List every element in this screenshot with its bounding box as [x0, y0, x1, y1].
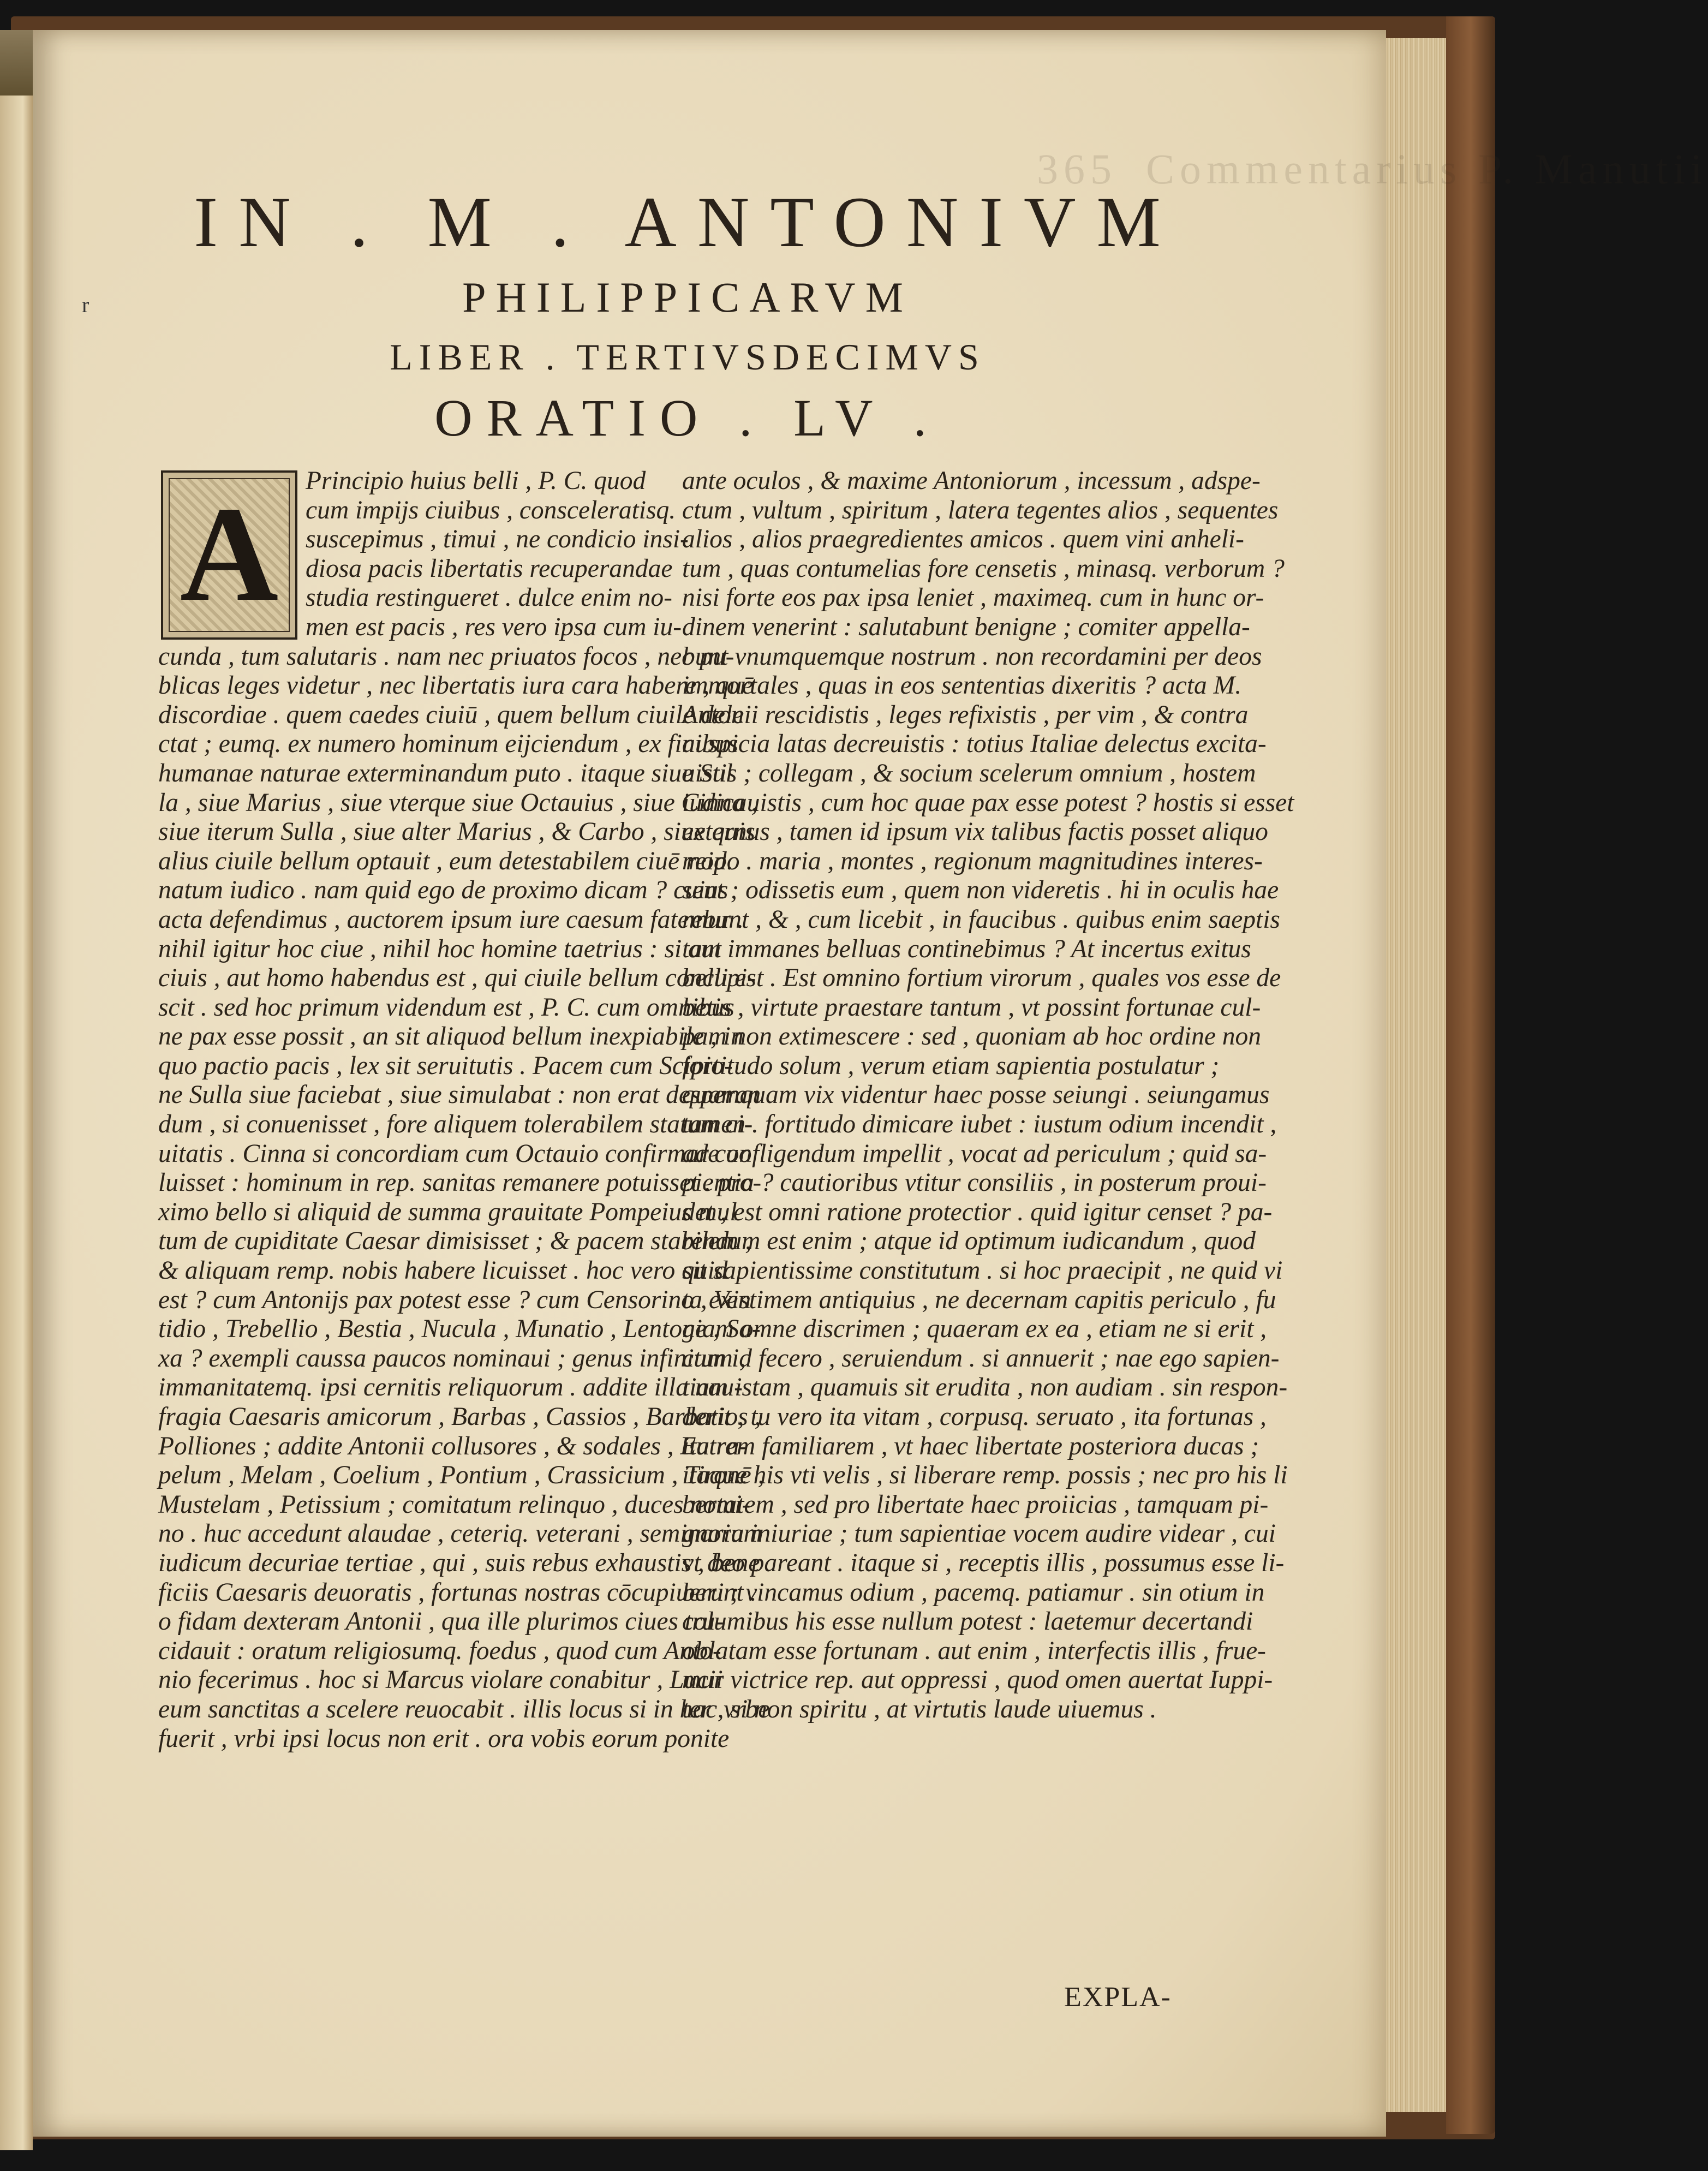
text-line: scit . sed hoc primum videndum est , P. C. cum omnibus — [158, 993, 734, 1022]
text-line: diosa pacis libertatis recuperandae — [306, 554, 673, 583]
text-line: tam immanes belluas continebimus ? At incertus exitus — [682, 934, 1251, 963]
text-line: nisi forte eos pax ipsa leniet , maximeq. cum in hunc or- — [682, 583, 1264, 612]
text-line: rendum est enim ; atque id optimum iudicandum , quod — [682, 1227, 1256, 1256]
title-line-3: LIBER . TERTIVSDECIMVS — [390, 336, 986, 378]
text-line: tidio , Trebellio , Bestia , Nucula , Munatio , Lentone , Sa- — [158, 1315, 761, 1344]
text-line: belli est . Est omnino fortium virorum , quales vos esse de — [682, 964, 1281, 993]
text-line: det , est omni ratione protectior . quid igitur censet ? pa- — [682, 1197, 1273, 1226]
text-line: alios , alios praegredientes amicos . quem vini anheli- — [682, 525, 1244, 554]
text-line: ne pax esse possit , an sit aliquod bellum inexpiabile , in — [158, 1022, 744, 1051]
text-line: eum sanctitas a scelere reuocabit . illis locus si in hac vrbe — [158, 1695, 770, 1723]
bleed-through-number: 365 — [1037, 145, 1117, 193]
text-line: dinem venerint : salutabunt benigne ; comiter appella- — [682, 612, 1250, 641]
text-line: siue iterum Sulla , siue alter Marius , & Carbo , siue quis — [158, 818, 755, 846]
text-line: tiam istam , quamuis sit erudita , non audiam . sin respon- — [682, 1373, 1288, 1402]
text-line: dum , si conuenisset , fore aliquem tolerabilem statum ci- — [158, 1110, 753, 1139]
text-line: ctum , vultum , spiritum , latera tegentes alios , sequentes — [682, 496, 1279, 524]
text-line: ita rem familiarem , vt haec libertate posteriora ducas ; — [682, 1432, 1259, 1460]
left-page-edge — [0, 44, 33, 2150]
text-line: columibus his esse nullum potest : laetemur decertandi — [682, 1607, 1253, 1636]
text-line: oblatam esse fortunam . aut enim , interfectis illis , frue- — [682, 1636, 1266, 1665]
text-line: cidauit : oratum religiosumq. foedus , quod cum Anto- — [158, 1636, 721, 1665]
text-line: bertatem , sed pro libertate haec proiicias , tamquam pi- — [682, 1490, 1269, 1519]
text-line: pam non extimescere : sed , quoniam ab hoc ordine non — [682, 1022, 1262, 1051]
text-line: sit sapientissime constitutum . si hoc praecipit , ne quid vi — [682, 1256, 1283, 1285]
text-line: Mustelam , Petissium ; comitatum relinquo , duces nomi- — [158, 1490, 751, 1519]
text-line: acta defendimus , auctorem ipsum iure caesum fatemur . — [158, 905, 744, 934]
text-line: cum impijs ciuibus , consceleratisq. — [306, 496, 676, 524]
text-line: alius ciuile bellum optauit , eum detestabilem ciuē reip. — [158, 846, 733, 875]
text-line: tum de cupiditate Caesar dimisisset ; & pacem stabilem , — [158, 1227, 752, 1256]
book-spine-edge — [1446, 16, 1495, 2134]
text-line: ad confligendum impellit , vocat ad periculum ; quid sa- — [682, 1139, 1267, 1168]
text-line: nio fecerimus . hoc si Marcus violare conabitur , Lucii — [158, 1666, 723, 1695]
text-line: ctat ; eumq. ex numero hominum eijciendum , ex finibus — [158, 730, 738, 759]
text-line: mur victrice rep. aut oppressi , quod omen auertat Iuppi- — [682, 1666, 1273, 1695]
text-line: est ? cum Antonijs pax potest esse ? cum Censorino , Ven — [158, 1285, 751, 1314]
text-line: giam omne discrimen ; quaeram ex ea , etiam ne si erit , — [682, 1315, 1267, 1344]
catchword: EXPLA- — [1064, 1982, 1172, 2013]
text-line: iudicauistis , cum hoc quae pax esse potest ? hostis si esset — [682, 788, 1294, 817]
text-line: derit , tu vero ita vitam , corpusq. seruato , ita fortunas , — [682, 1403, 1267, 1431]
text-line: iudicum decuriae tertiae , qui , suis rebus exhaustis , bene — [158, 1548, 760, 1577]
text-line: immanitatemq. ipsi cernitis reliquorum . addite illa nau- — [158, 1373, 743, 1402]
text-line: Polliones ; addite Antonii collusores , & sodales , Eutra- — [158, 1432, 748, 1460]
text-line: no . huc accedunt alaudae , ceteriq. veterani , seminarium — [158, 1519, 762, 1548]
title-line-1: IN . M . ANTONIVM — [194, 182, 1181, 262]
text-line: gnora iniuriae ; tum sapientiae vocem audire videar , cui — [682, 1519, 1276, 1548]
text-line: Antonii rescidistis , leges refixistis , per vim , & contra — [682, 700, 1249, 729]
text-line: ta existimem antiquius , ne decernam capitis periculo , fu — [682, 1285, 1276, 1314]
text-line: uitatis . Cinna si concordiam cum Octauio confirmare uo — [158, 1139, 752, 1168]
text-line: rebunt , & , cum licebit , in faucibus . quibus enim saeptis — [682, 905, 1280, 934]
title-line-2: PHILIPPICARVM — [462, 273, 913, 321]
bleed-through-title: Commentarius P. Manutii — [1146, 145, 1708, 193]
text-line: studia restingueret . dulce enim no- — [306, 583, 672, 612]
text-line: pientia ? cautioribus vtitur consiliis , in posterum proui- — [682, 1168, 1267, 1197]
text-line: fortitudo solum , verum etiam sapientia postulatur ; — [682, 1051, 1220, 1080]
text-line: ne Sulla siue faciebat , siue simulabat : non erat desperan — [158, 1081, 761, 1110]
text-line: fuerit , vrbi ipsi locus non erit . ora vobis eorum ponite — [158, 1724, 730, 1753]
text-line: nihil igitur hoc ciue , nihil hoc homine taetrius : si aut — [158, 934, 721, 963]
text-line: pelum , Melam , Coelium , Pontium , Crassicium , Tironē , — [158, 1461, 765, 1490]
text-line: suscepimus , timui , ne condicio insi- — [306, 525, 689, 554]
page-edges — [1386, 38, 1446, 2112]
text-line: tum , quas contumelias fore censetis , minasq. verborum ? — [682, 554, 1285, 583]
text-line: itaque his vti velis , si liberare remp. possis ; nec pro his li — [682, 1461, 1288, 1490]
text-line: beri ; vincamus odium , pacemq. patiamur . sin otium in — [682, 1578, 1265, 1607]
text-line: Principio huius belli , P. C. quod — [306, 467, 646, 495]
text-line: ante oculos , & maxime Antoniorum , incessum , adspe- — [682, 467, 1261, 495]
text-line: ficiis Caesaris deuoratis , fortunas nostras cōcupiuerunt . — [158, 1578, 757, 1607]
text-line: luisset : hominum in rep. sanitas remanere potuisset . pro- — [158, 1168, 762, 1197]
left-text-column — [158, 467, 770, 1753]
text-line: ciuis , aut homo habendus est , qui ciuile bellum concupi- — [158, 964, 756, 993]
text-line: immortales , quas in eos sententias dixeritis ? acta M. — [682, 671, 1242, 700]
text-line: auspicia latas decreuistis : totius Italiae delectus excita- — [682, 730, 1267, 759]
text-line: cum id fecero , seruiendum . si annuerit ; nae ego sapien- — [682, 1344, 1280, 1373]
text-line: o fidam dexteram Antonii , qua ille plurimos ciues tru- — [158, 1607, 724, 1636]
text-line: externus , tamen id ipsum vix talibus factis posset aliquo — [682, 818, 1268, 846]
text-line: vt deo pareant . itaque si , receptis illis , possumus esse li- — [682, 1548, 1285, 1577]
text-line: ximo bello si aliquid de summa grauitate Pompeius mul — [158, 1197, 737, 1226]
text-line: la , siue Marius , siue vterque siue Octauius , siue Cinna , — [158, 788, 758, 817]
text-line: ter , si non spiritu , at virtutis laude uiuemus . — [682, 1695, 1157, 1723]
text-line: uistis ; collegam , & socium scelerum omnium , hostem — [682, 759, 1256, 788]
text-line: quamquam vix videntur haec posse seiungi . seiungamus — [682, 1081, 1270, 1110]
title-line-4: ORATIO . LV . — [434, 389, 941, 447]
text-line: discordiae . quem caedes ciuiū , quem bellum ciuile dele — [158, 700, 744, 729]
right-text-column — [682, 467, 1294, 1725]
text-line: sent ; odissetis eum , quem non videretis . hi in oculis hae — [682, 876, 1279, 905]
text-line: quo pactio pacis , lex sit seruitutis . Pacem cum Scipio- — [158, 1051, 733, 1080]
text-line: xa ? exempli caussa paucos nominaui ; genus infinitum , — [158, 1344, 746, 1373]
text-line: bunt vnumquemque nostrum . non recordamini per deos — [682, 642, 1262, 671]
text-line: betis , virtute praestare tantum , vt possint fortunae cul- — [682, 993, 1261, 1022]
text-line: & aliquam remp. nobis habere licuisset . hoc vero quid — [158, 1256, 728, 1285]
text-line: fragia Caesaris amicorum , Barbas , Cassios , Barbatios , — [158, 1403, 761, 1431]
text-line: cunda , tum salutaris . nam nec priuatos focos , nec pu- — [158, 642, 734, 671]
text-line: tamen . fortitudo dimicare iubet : iustum odium incendit , — [682, 1110, 1277, 1139]
initial-letter: A — [180, 479, 279, 630]
corner-mark: r — [82, 293, 89, 317]
text-line: modo . maria , montes , regionum magnitudines interes- — [682, 846, 1263, 875]
text-line: blicas leges videtur , nec libertatis iura cara habere , quē — [158, 671, 754, 700]
text-line: humanae naturae exterminandum puto . itaque siue Sul — [158, 759, 733, 788]
text-line: natum iudico . nam quid ego de proximo dicam ? cuius — [158, 876, 728, 905]
text-line: men est pacis , res vero ipsa cum iu- — [306, 612, 682, 641]
